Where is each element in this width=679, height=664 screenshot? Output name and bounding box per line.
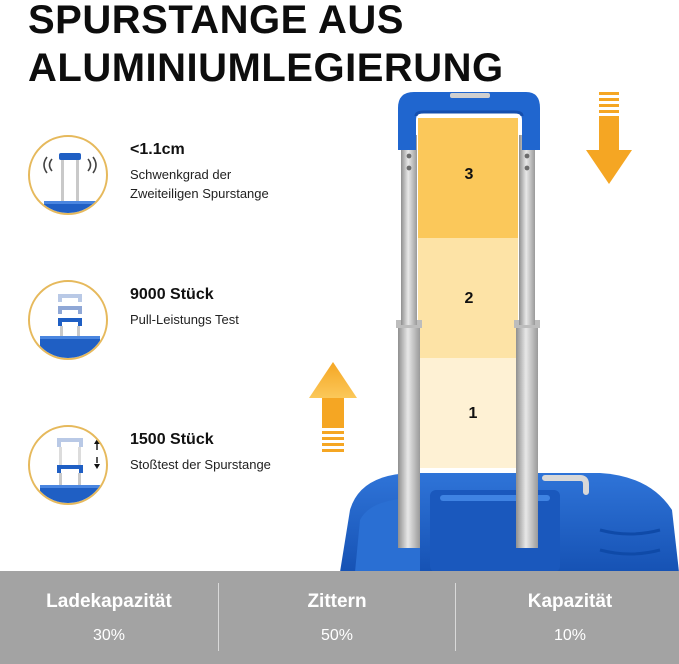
handle-wobble-icon bbox=[28, 135, 108, 215]
handle-shock-icon bbox=[28, 425, 108, 505]
arrow-down-icon bbox=[586, 92, 632, 184]
arrow-up-icon bbox=[309, 362, 357, 452]
stat-vibration bbox=[228, 571, 446, 664]
stats-bar bbox=[0, 571, 679, 664]
stage-label-2: 2 bbox=[464, 290, 474, 307]
stage-label-1: 1 bbox=[468, 405, 478, 422]
stat-label: Ladekapazität bbox=[46, 591, 172, 612]
stat-value: 10% bbox=[553, 627, 587, 644]
feature-description: Stoßtest der Spurstange bbox=[130, 457, 271, 472]
stat-capacity bbox=[461, 571, 679, 664]
feature-heading: 9000 Stück bbox=[130, 286, 214, 303]
stat-label: Kapazität bbox=[527, 591, 613, 612]
feature-description: Pull-Leistungs Test bbox=[130, 312, 239, 327]
stage-label-3: 3 bbox=[464, 166, 474, 183]
feature-heading: 1500 Stück bbox=[130, 431, 214, 448]
stat-label: Zittern bbox=[307, 591, 367, 612]
stat-divider bbox=[218, 583, 219, 651]
stat-divider bbox=[455, 583, 456, 651]
feature-description: Schwenkgrad der Zweiteiligen Spurstange bbox=[130, 167, 269, 201]
stat-value: 30% bbox=[92, 627, 126, 644]
page-title-line-2: ALUMINIUMLEGIERUNG bbox=[28, 46, 504, 90]
page-title-line-1: SPURSTANGE AUS bbox=[28, 0, 404, 42]
stat-value: 50% bbox=[320, 627, 354, 644]
feature-heading: <1.1cm bbox=[130, 141, 185, 158]
stat-load-capacity bbox=[0, 571, 218, 664]
handle-stages-icon bbox=[28, 280, 108, 360]
trolley-illustration bbox=[300, 80, 679, 572]
